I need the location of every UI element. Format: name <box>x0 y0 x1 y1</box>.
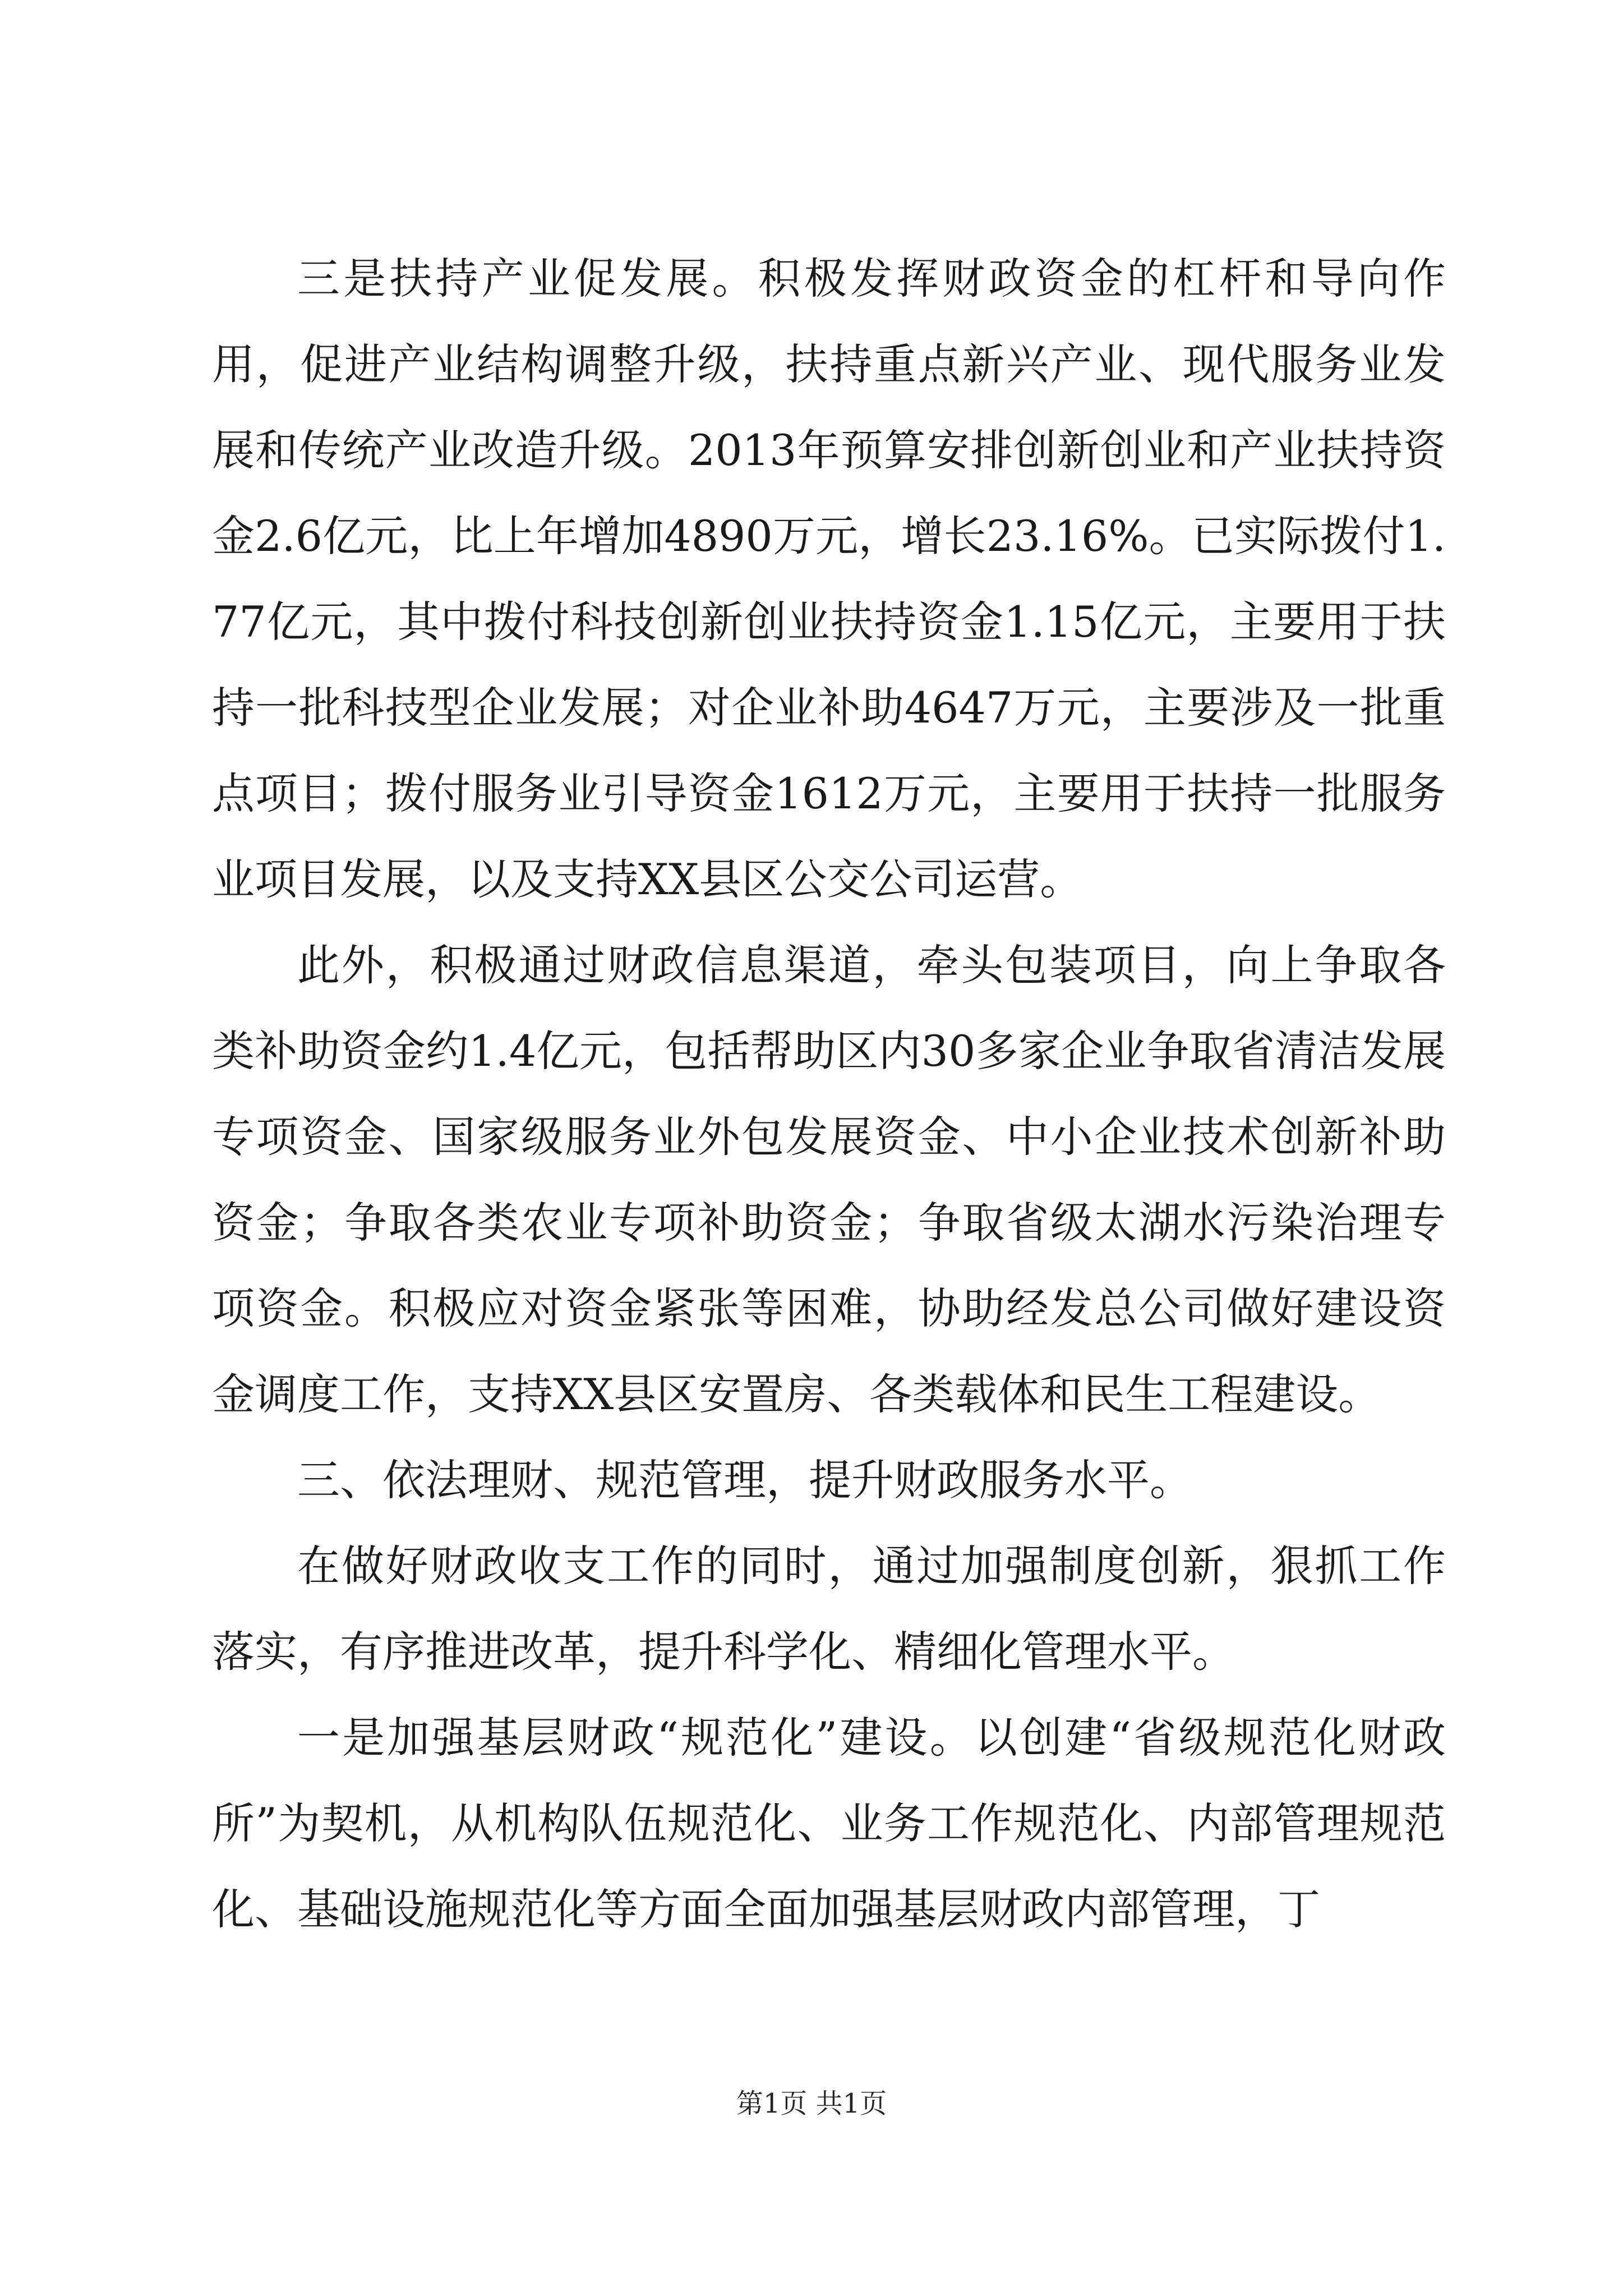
paragraph-standardization: 一是加强基层财政“规范化”建设。以创建“省级规范化财政所”为契机，从机构队伍规范化、业务工作规范化、内部管理规范化、基础设施规范化等方面全面加强基层财政内部管理，丁 <box>212 1713 1446 1934</box>
paragraph-subsidy-funds: 此外，积极通过财政信息渠道，牵头包装项目，向上争取各类补助资金约1.4亿元，包括帮助区内30多家企业争取省清洁发展专项资金、国家级服务业外包发展资金、中小企业技术创新补助资金；争取各类农业专项补助资金；争取省级太湖水污染治理专项资金。积极应对资金紧张等困难，协助经发总公司做好建设资金调度工作，支持XX县区安置房、各类载体和民生工程建设。 <box>212 940 1446 1419</box>
paragraph-industry-support: 三是扶持产业促发展。积极发挥财政资金的杠杆和导向作用，促进产业结构调整升级，扶持重点新兴产业、现代服务业发展和传统产业改造升级。2013年预算安排创新创业和产业扶持资金2.6亿元，比上年增加4890万元，增长23.16%。已实际拨付1.77亿元，其中拨付科技创新创业扶持资金1.15亿元，主要用于扶持一批科技型企业发展；对企业补助4647万元，主要涉及一批重点项目；拨付服务业引导资金1612万元，主要用于扶持一批服务业项目发展，以及支持XX县区公交公司运营。 <box>212 254 1446 904</box>
paragraph-institutional-innovation: 在做好财政收支工作的同时，通过加强制度创新，狠抓工作落实，有序推进改革，提升科学化、精细化管理水平。 <box>212 1541 1446 1677</box>
document-body <box>212 236 1446 1952</box>
section-heading-management: 三、依法理财、规范管理，提升财政服务水平。 <box>297 1455 1192 1505</box>
page-footer: 第1页 共1页 <box>736 2088 887 2119</box>
